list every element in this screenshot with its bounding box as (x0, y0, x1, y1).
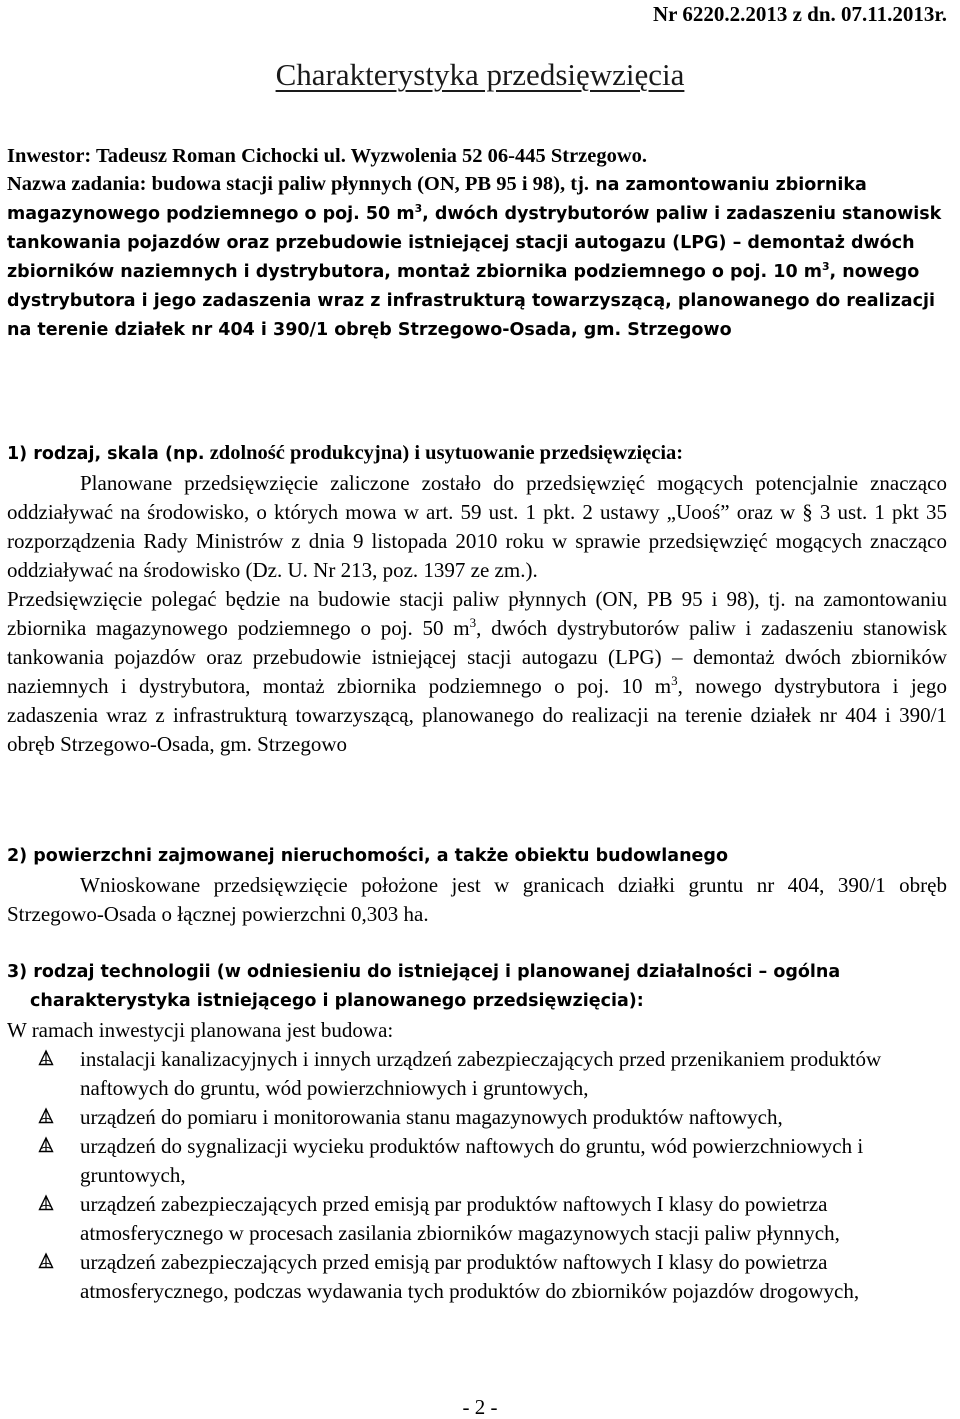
section-3-bullet-list (7, 1045, 947, 1306)
page-title (0, 57, 960, 93)
bullet-item (7, 1190, 947, 1248)
bullet-text: urządzeń do pomiaru i monitorowania stanu magazynowych produktów naftowych, (80, 1105, 783, 1129)
superscript-3: 3 (414, 202, 423, 216)
page-title-text: Charakterystyka przedsięwzięcia (275, 57, 685, 92)
section-3-heading-line-2: charakterystyka istniejącego i planowanego przedsięwzięcia): (30, 991, 644, 1011)
bullet-text: urządzeń zabezpieczających przed emisją par produktów naftowych I klasy do powietrza atmosferycznego w procesach zasilania zbiorników magazynowych stacji paliw płynnych, (80, 1192, 840, 1245)
reference-number: Nr 6220.2.2013 z dn. 07.11.2013r. (652, 2, 947, 26)
bell-bullet-icon (37, 1252, 55, 1270)
section-3-heading (7, 958, 947, 1016)
bell-bullet-icon (37, 1136, 55, 1154)
section-3-heading-line-1: 3) rodzaj technologii (w odniesieniu do istniejącej i planowanej działalności – ogólna (7, 962, 841, 982)
task-label: Nazwa zadania: (7, 173, 152, 195)
task-text-b: , dwóch dystrybutorów paliw i zadaszeniu stanowisk tankowania pojazdów oraz przebudowie istniejącej stacji autogazu (LPG) – demontaż dwóch zbiorników naziemnych i dystrybutora, montaż zbiornika podziemnego o poj. 10 m (7, 203, 942, 282)
bullet-item (7, 1132, 947, 1190)
bell-bullet-icon (37, 1194, 55, 1212)
bullet-text: urządzeń do sygnalizacji wycieku produktów naftowych do gruntu, wód powierzchniowych i gruntowych, (80, 1134, 864, 1187)
bell-bullet-icon (37, 1049, 55, 1067)
section-1-para-2-a: Przedsięwzięcie polegać będzie na budowie stacji paliw płynnych (ON, PB 95 i 98), tj. na zamontowaniu zbiornika magazynowego podziemnego o poj. 50 m (7, 587, 947, 640)
bell-bullet-icon (37, 1107, 55, 1125)
task-description (7, 170, 942, 344)
superscript-3: 3 (671, 673, 678, 688)
section-1-heading-b: zdolność produkcyjna) i usytuowanie przedsięwzięcia: (204, 442, 684, 464)
page-number: - 2 - (462, 1395, 498, 1419)
superscript-3: 3 (469, 615, 477, 630)
task-text-a: budowa stacji paliw płynnych (ON, PB 95 i 98), tj. na zamontowaniu zbiornika magazynowego podziemnego o poj. 50 m (7, 173, 867, 224)
section-1-para-2-b: , dwóch dystrybutorów paliw i zadaszeniu stanowisk tankowania pojazdów oraz przebudowie istniejącej stacji autogazu (LPG) – demontaż dwóch zbiorników naziemnych i dystrybutora, montaż zbiornika podziemnego o poj. 10 m (7, 616, 947, 698)
task-text-c: , nowego dystrybutora i jego zadaszenia wraz z infrastrukturą towarzyszącą, planowanego do realizacji na terenie działek nr 404 i 390/1 obręb Strzegowo-Osada, gm. Strzegowo (7, 261, 935, 340)
superscript-3: 3 (821, 259, 830, 273)
section-2-para: Wnioskowane przedsięwzięcie położone jest w granicach działki gruntu nr 404, 390/1 obręb Strzegowo-Osada o łącznej powierzchni 0,303 ha. (7, 873, 947, 926)
investor-line: Inwestor: Tadeusz Roman Cichocki ul. Wyzwolenia 52 06-445 Strzegowo. (7, 145, 648, 167)
section-1-para-2-c: , nowego dystrybutora i jego zadaszenia wraz z infrastrukturą towarzyszącą, planowanego do realizacji na terenie działek nr 404 i 390/1 obręb Strzegowo-Osada, gm. Strzegowo (7, 674, 947, 756)
section-1-heading-a: 1) rodzaj, skala (np. (7, 444, 205, 464)
section-3 (7, 958, 947, 1306)
section-2-heading: 2) powierzchni zajmowanej nieruchomości, a także obiektu budowlanego (7, 846, 728, 866)
bullet-item (7, 1248, 947, 1306)
section-1-para-1: Planowane przedsięwzięcie zaliczone zostało do przedsięwzięć mogących potencjalnie znacząco oddziaływać na środowisko, o których mowa w art. 59 ust. 1 pkt. 2 ustawy „Uooś” oraz w § 3 ust. 1 pkt 35 rozporządzenia Rady Ministrów z dnia 9 listopada 2010 roku w sprawie przedsięwzięć mogących znacząco oddziaływać na środowisko (Dz. U. Nr 213, poz. 1397 ze zm.). (7, 471, 947, 582)
section-3-intro: W ramach inwestycji planowana jest budowa: (7, 1018, 394, 1042)
bullet-text: urządzeń zabezpieczających przed emisją par produktów naftowych I klasy do powietrza atmosferycznego, podczas wydawania tych produktów do zbiorników pojazdów drogowych, (80, 1250, 860, 1303)
bullet-item (7, 1045, 947, 1103)
section-1 (7, 438, 947, 759)
section-2 (7, 842, 947, 929)
section-1-para-2 (7, 585, 947, 759)
bullet-text: instalacji kanalizacyjnych i innych urządzeń zabezpieczających przed przenikaniem produktów naftowych do gruntu, wód powierzchniowych i gruntowych, (80, 1047, 882, 1100)
bullet-item (7, 1103, 947, 1132)
